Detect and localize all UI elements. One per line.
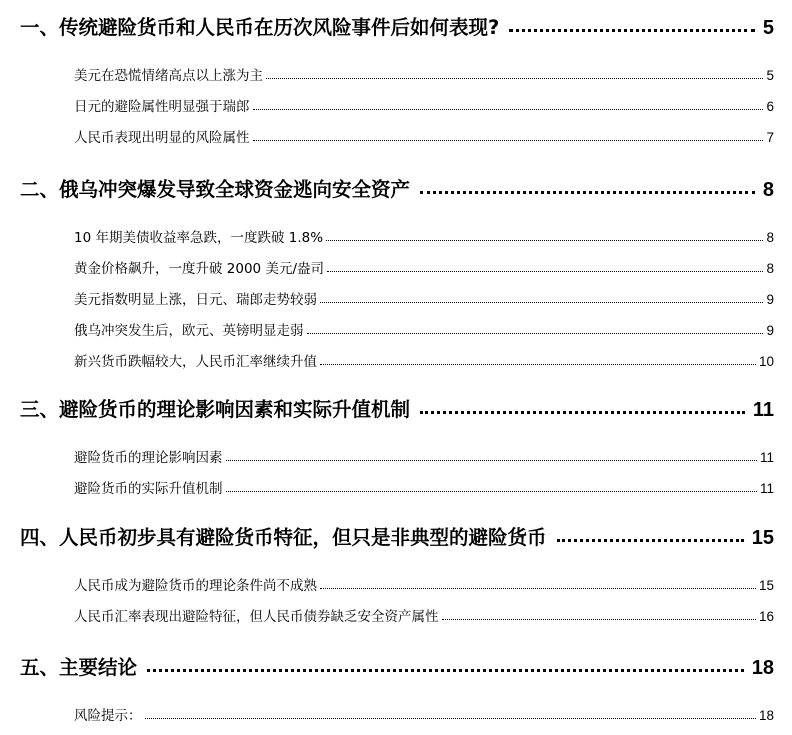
dot-leader xyxy=(307,332,764,334)
dot-leader xyxy=(442,618,756,620)
section-title: 二、俄乌冲突爆发导致全球资金逃向安全资产 xyxy=(20,178,411,201)
dot-leader xyxy=(226,459,757,461)
page-number: 5 xyxy=(766,68,774,83)
section-title: 三、避险货币的理论影响因素和实际升值机制 xyxy=(20,398,411,421)
page-number: 11 xyxy=(759,481,774,496)
section-title: 一、传统避险货币和人民币在历次风险事件后如何表现? xyxy=(20,16,500,39)
toc-subsection-2-2[interactable] xyxy=(74,257,774,277)
toc-subsection-4-2[interactable] xyxy=(74,605,774,625)
dot-leader xyxy=(320,363,756,365)
page-number: 9 xyxy=(766,292,774,307)
subsection-title: 俄乌冲突发生后，欧元、英镑明显走弱 xyxy=(74,323,304,339)
toc-section-2[interactable] xyxy=(20,174,774,202)
page-number: 6 xyxy=(766,99,774,114)
toc-subsection-3-2[interactable] xyxy=(74,477,774,497)
page-number: 5 xyxy=(762,17,774,39)
toc-subsection-5-1[interactable] xyxy=(74,704,774,724)
dot-leader xyxy=(226,490,757,492)
page-number: 15 xyxy=(751,527,774,549)
page-number: 8 xyxy=(766,230,774,245)
dot-leader xyxy=(557,538,744,542)
toc-subsection-2-5[interactable] xyxy=(74,350,774,370)
toc-subsection-4-1[interactable] xyxy=(74,574,774,594)
dot-leader xyxy=(253,139,764,141)
dot-leader xyxy=(326,239,763,241)
page-number: 18 xyxy=(758,708,774,723)
page-number: 18 xyxy=(751,657,774,679)
subsection-title: 美元指数明显上涨，日元、瑞郎走势较弱 xyxy=(74,292,317,308)
toc-subsection-1-2[interactable] xyxy=(74,95,774,115)
subsection-title: 人民币表现出明显的风险属性 xyxy=(74,130,250,146)
subsection-title: 人民币汇率表现出避险特征，但人民币债券缺乏安全资产属性 xyxy=(74,609,439,625)
page-number: 8 xyxy=(762,179,774,201)
subsection-title: 人民币成为避险货币的理论条件尚不成熟 xyxy=(74,578,317,594)
dot-leader xyxy=(253,108,764,110)
page-number: 10 xyxy=(758,354,774,369)
toc-subsection-2-3[interactable] xyxy=(74,288,774,308)
dot-leader xyxy=(266,77,763,79)
dot-leader xyxy=(320,587,756,589)
page-number: 16 xyxy=(758,609,774,624)
subsection-title: 新兴货币跌幅较大，人民币汇率继续升值 xyxy=(74,354,317,370)
dot-leader xyxy=(145,717,756,719)
dot-leader xyxy=(420,190,755,194)
page-number: 8 xyxy=(766,261,774,276)
toc-subsection-2-4[interactable] xyxy=(74,319,774,339)
subsection-title: 黄金价格飙升，一度升破 2000 美元/盎司 xyxy=(74,261,324,277)
toc-subsection-1-3[interactable] xyxy=(74,126,774,146)
dot-leader xyxy=(509,28,755,32)
page-number: 9 xyxy=(766,323,774,338)
page-number: 15 xyxy=(758,578,774,593)
subsection-title: 10 年期美债收益率急跌，一度跌破 1.8% xyxy=(74,230,324,246)
toc-section-3[interactable] xyxy=(20,394,774,422)
toc-section-1[interactable] xyxy=(20,12,774,40)
dot-leader xyxy=(320,301,763,303)
dot-leader xyxy=(327,270,763,272)
page-number: 11 xyxy=(759,450,774,465)
toc-section-5[interactable] xyxy=(20,652,774,680)
dot-leader xyxy=(147,668,744,672)
page-number: 7 xyxy=(766,130,774,145)
dot-leader xyxy=(420,410,745,414)
section-title: 四、人民币初步具有避险货币特征，但只是非典型的避险货币 xyxy=(20,526,547,549)
section-title: 五、主要结论 xyxy=(20,656,138,679)
subsection-title: 日元的避险属性明显强于瑞郎 xyxy=(74,99,250,115)
subsection-title: 避险货币的理论影响因素 xyxy=(74,450,223,466)
subsection-title: 美元在恐慌情绪高点以上涨为主 xyxy=(74,68,263,84)
toc-subsection-1-1[interactable] xyxy=(74,64,774,84)
subsection-title: 避险货币的实际升值机制 xyxy=(74,481,223,497)
page-number: 11 xyxy=(752,399,774,421)
toc-subsection-3-1[interactable] xyxy=(74,446,774,466)
subsection-title: 风险提示： xyxy=(74,708,142,724)
toc-section-4[interactable] xyxy=(20,522,774,550)
toc-subsection-2-1[interactable] xyxy=(74,226,774,246)
